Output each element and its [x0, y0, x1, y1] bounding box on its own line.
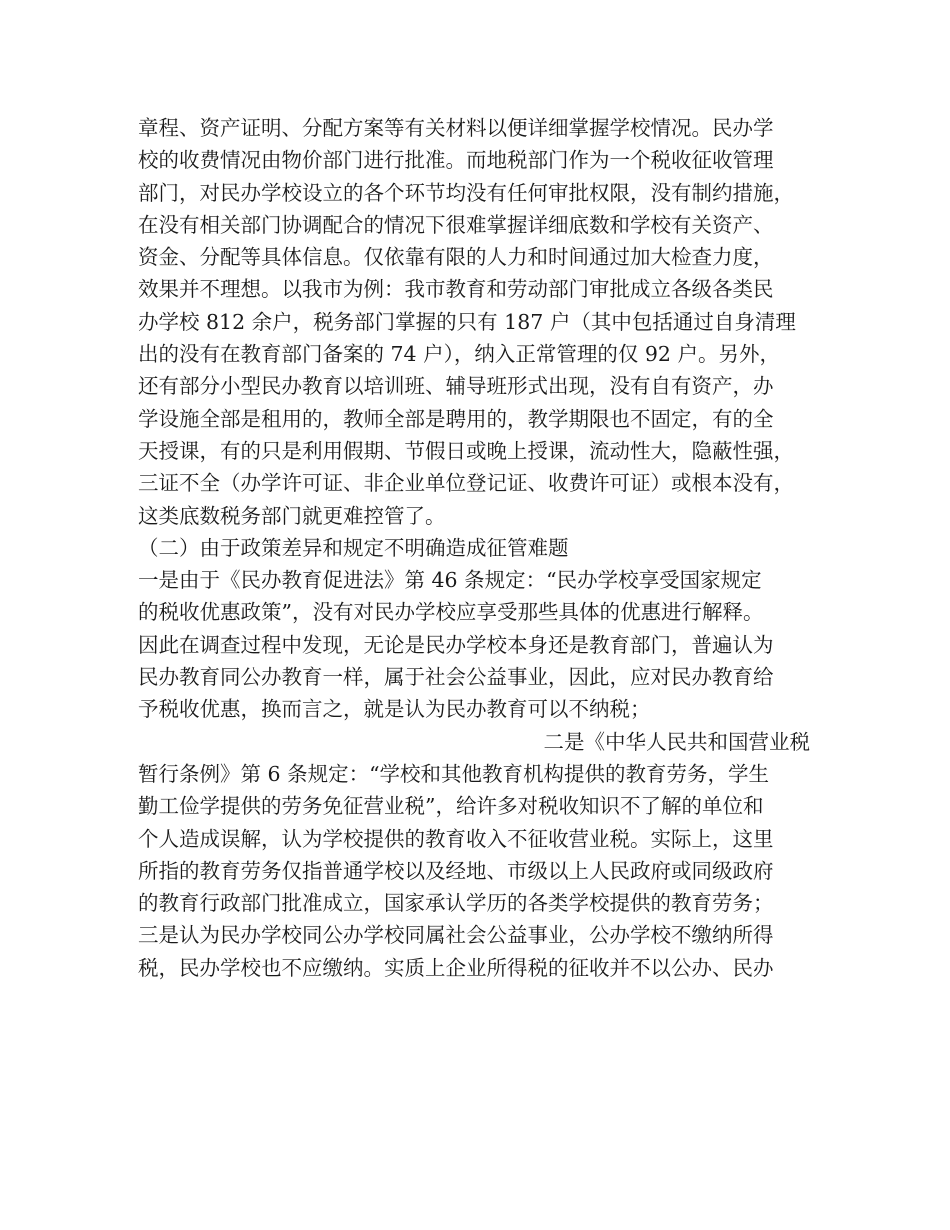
text-line: 因此在调查过程中发现，无论是民办学校本身还是教育部门，普遍认为 [138, 632, 774, 657]
text-line: 校的收费情况由物价部门进行批准。而地税部门作为一个税收征收管理 [138, 148, 774, 173]
text-line: 予税收优惠，换而言之，就是认为民办教育可以不纳税； [138, 697, 651, 722]
text-line: 个人造成误解，认为学校提供的教育收入不征收营业税。实际上，这里 [138, 826, 774, 851]
text-line: 的教育行政部门批准成立，国家承认学历的各类学校提供的教育劳务； [138, 891, 774, 916]
text-line: 勤工俭学提供的劳务免征营业税”，给许多对税收知识不了解的单位和 [138, 794, 764, 819]
text-line: 的税收优惠政策”，没有对民办学校应享受那些具体的优惠进行解释。 [138, 600, 764, 625]
text-line: 资金、分配等具体信息。仅依靠有限的人力和时间通过加大检查力度， [138, 245, 774, 270]
text-line: 办学校 812 余户，税务部门掌握的只有 187 户（其中包括通过自身清理 [138, 309, 796, 334]
section-heading: （二）由于政策差异和规定不明确造成征管难题 [138, 535, 569, 560]
text-line: 二是《中华人民共和国营业税 [543, 729, 810, 754]
text-line: 三证不全（办学许可证、非企业单位登记证、收费许可证）或根本没有， [138, 471, 794, 496]
text-line: 效果并不理想。以我市为例：我市教育和劳动部门审批成立各级各类民 [138, 277, 774, 302]
text-line: 章程、资产证明、分配方案等有关材料以便详细掌握学校情况。民办学 [138, 116, 774, 140]
text-line: 民办教育同公办教育一样，属于社会公益事业，因此，应对民办教育给 [138, 665, 774, 690]
text-line: 这类底数税务部门就更难控管了。 [138, 503, 446, 528]
text-line: 部门，对民办学校设立的各个环节均没有任何审批权限，没有制约措施， [138, 180, 794, 205]
text-line: 学设施全部是租用的，教师全部是聘用的，教学期限也不固定，有的全 [138, 406, 774, 431]
text-line: 出的没有在教育部门备案的 74 户），纳入正常管理的仅 92 户。另外， [138, 342, 780, 367]
text-line: 在没有相关部门协调配合的情况下很难掌握详细底数和学校有关资产、 [138, 212, 774, 237]
text-line: 所指的教育劳务仅指普通学校以及经地、市级以上人民政府或同级政府 [138, 858, 774, 883]
text-line: 暂行条例》第 6 条规定：“学校和其他教育机构提供的教育劳务，学生 [138, 761, 770, 786]
text-line: 三是认为民办学校同公办学校同属社会公益事业，公办学校不缴纳所得 [138, 923, 774, 948]
body-text [138, 112, 828, 984]
text-line: 天授课，有的只是利用假期、节假日或晚上授课，流动性大，隐蔽性强， [138, 438, 794, 463]
text-line: 税，民办学校也不应缴纳。实质上企业所得税的征收并不以公办、民办 [138, 955, 774, 980]
text-line: 一是由于《民办教育促进法》第 46 条规定：“民办学校享受国家规定 [138, 568, 762, 593]
text-line: 还有部分小型民办教育以培训班、辅导班形式出现，没有自有资产，办 [138, 374, 774, 399]
